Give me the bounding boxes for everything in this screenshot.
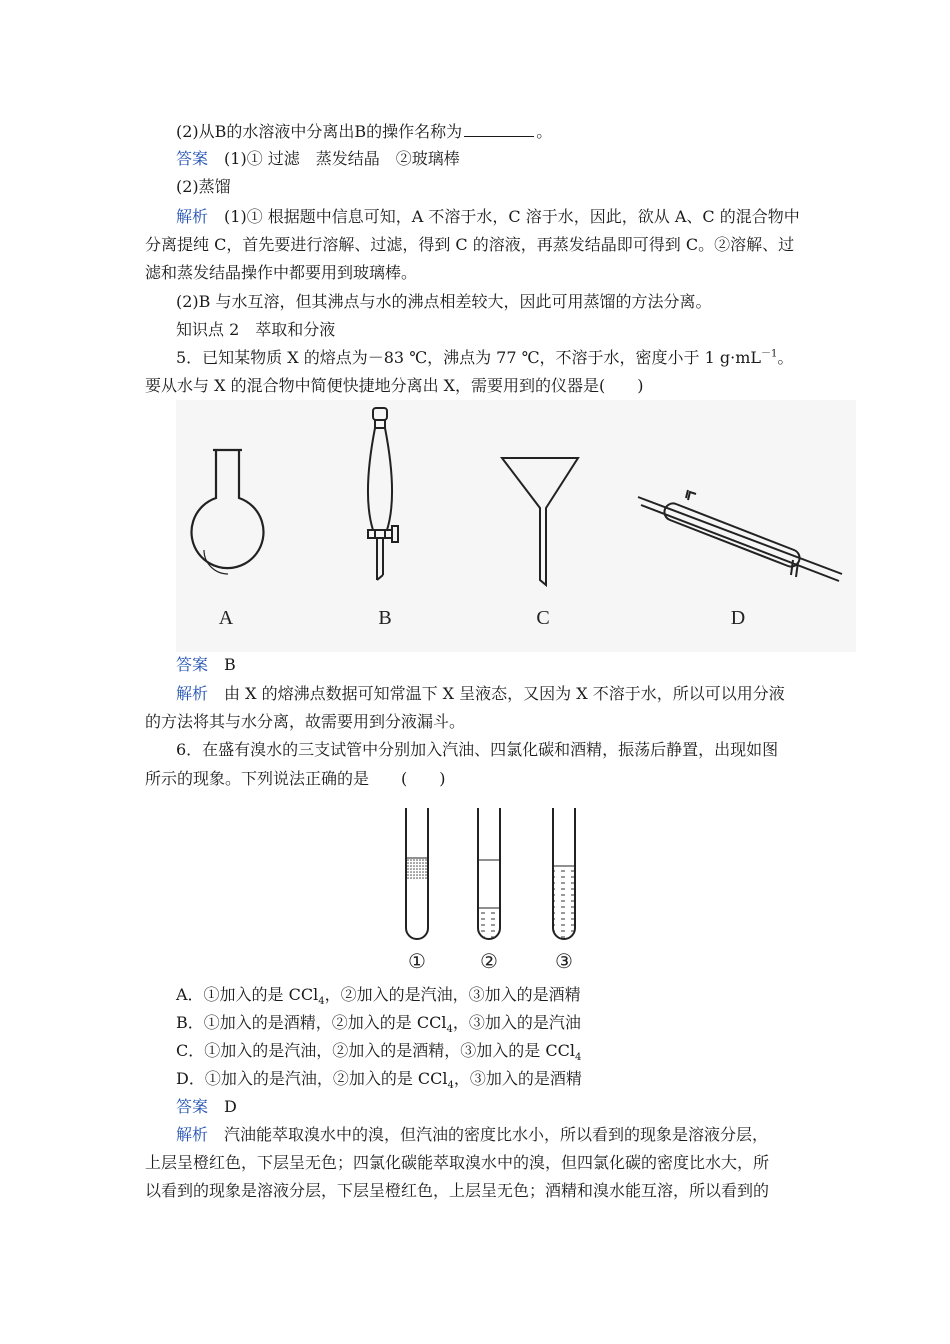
answer-6: 答案 D [176,1097,237,1116]
explanation-tag: 解析 [176,1125,209,1144]
answer-tag: 答案 [176,655,209,674]
option-b: B．①加入的是酒精，②加入的是 CCl$_4$，③加入的是汽油 [176,1013,581,1036]
test-tube-1 [406,808,428,939]
answer-5: 答案 B [176,655,236,674]
question-6-line1: 6．在盛有溴水的三支试管中分别加入汽油、四氯化碳和酒精，振荡后静置，出现如图 [176,740,779,759]
apparatus-svg [176,400,856,652]
answer-tag: 答案 [176,149,209,168]
tube-label-3: ③ [555,949,573,973]
label-d: D [730,607,746,629]
explanation-6-line1: 解析 汽油能萃取溴水中的溴，但汽油的密度比水小，所以看到的现象是溶液分层， [176,1125,769,1144]
explanation-tag: 解析 [176,684,209,703]
explanation-5-line2: 的方法将其与水分离，故需要用到分液漏斗。 [145,712,466,731]
option-d: D．①加入的是汽油，②加入的是 CCl$_4$，③加入的是酒精 [176,1069,582,1092]
question-6-line2: 所示的现象。下列说法正确的是 ( ) [145,769,446,788]
answer-1: 答案 (1)① 过滤 蒸发结晶 ②玻璃棒 [176,149,460,168]
explanation-1-line4: (2)B 与水互溶，但其沸点与水的沸点相差较大，因此可用蒸馏的方法分离。 [176,292,712,311]
apparatus-figure [176,400,856,652]
explanation-6-line3: 以看到的现象是溶液分层，下层呈橙红色，上层呈无色；酒精和溴水能互溶，所以看到的 [145,1181,770,1200]
test-tube-2 [478,808,500,939]
explanation-6-line2: 上层呈橙红色，下层呈无色；四氯化碳能萃取溴水中的溴，但四氯化碳的密度比水大，所 [145,1153,770,1172]
answer-blank [464,122,534,137]
option-a: A．①加入的是 CCl$_4$，②加入的是汽油，③加入的是酒精 [176,985,581,1008]
question-5-line1: 5．已知某物质 X 的熔点为－83 ℃，沸点为 77 ℃，不溶于水，密度小于 1 $g\cdot mL^{-1}$。 [176,348,794,367]
explanation-5-line1: 解析 由 X 的熔沸点数据可知常温下 X 呈液态，又因为 X 不溶于水，所以可以用分液 [176,684,785,703]
option-c: C．①加入的是汽油，②加入的是酒精，③加入的是 CCl$_4$ [176,1041,582,1064]
label-a: A [218,607,234,629]
test-tube-svg [380,796,604,976]
explanation-1-line2: 分离提纯 C，首先要进行溶解、过滤，得到 C 的溶液，再蒸发结晶即可得到 C。②溶解、过 [145,235,795,254]
answer-1-line2: (2)蒸馏 [176,177,231,196]
section-heading: 知识点 2 萃取和分液 [176,320,336,339]
test-tube-figure [380,796,604,976]
test-tube-3 [553,808,575,939]
tube-label-2: ② [480,949,498,973]
tube-label-1: ① [408,949,426,973]
label-c: C [536,607,550,629]
label-b: B [378,607,392,629]
explanation-1-line1: 解析 (1)① 根据题中信息可知，A 不溶于水，C 溶于水，因此，欲从 A、C 的混合物中 [176,207,800,226]
answer-tag: 答案 [176,1097,209,1116]
question-part2: (2)从B的水溶液中分离出B的操作名称为 。 [176,122,553,141]
explanation-1-line3: 滤和蒸发结晶操作中都要用到玻璃棒。 [145,263,418,282]
explanation-tag: 解析 [176,207,209,226]
question-5-line2: 要从水与 X 的混合物中简便快捷地分离出 X，需要用到的仪器是( ) [145,376,644,395]
